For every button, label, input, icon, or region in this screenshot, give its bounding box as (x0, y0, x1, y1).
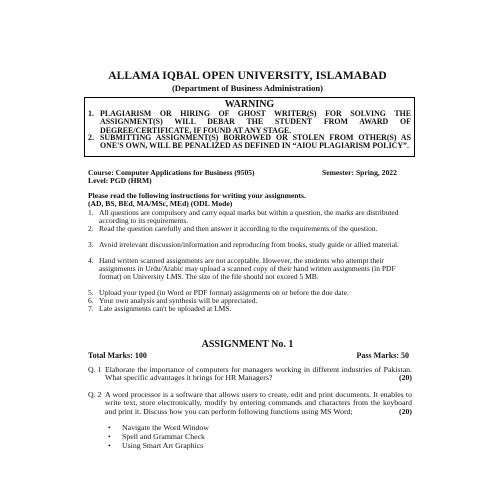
warning-item (88, 134, 411, 151)
bullet-item (108, 442, 203, 450)
instruction-text: Your own analysis and synthesis will be appreciated. (99, 296, 258, 305)
instruction-item (88, 209, 416, 225)
instruction-text: Upload your typed (in Word or PDF format) assignments on or before the due date. (99, 288, 349, 297)
bullet-text: Using Smart Art Graphics (122, 441, 204, 450)
pass-marks: Pass Marks: 50 (356, 351, 409, 360)
instruction-number: 3. (88, 240, 94, 249)
warning-item-number: 1. (88, 109, 94, 118)
bullet-icon: • (108, 432, 111, 441)
question-text-block (105, 366, 412, 383)
warning-item (88, 110, 411, 135)
instruction-item (88, 241, 416, 249)
bullet-icon: • (108, 423, 111, 432)
level-line: Level: PGD (HRM) (88, 176, 152, 185)
question-number: Q. 2 (88, 390, 102, 399)
instruction-number: 7. (88, 304, 94, 313)
instruction-text: Avoid irrelevant discussion/information and reproducing from books, study guide or allied material. (99, 240, 399, 249)
bullet-text: Spell and Grammar Check (122, 432, 205, 441)
course-line: Course: Computer Applications for Business (9505) (88, 168, 255, 177)
warning-item-number: 2. (88, 133, 94, 142)
question-marks: (20) (399, 406, 412, 416)
instruction-item (88, 225, 416, 233)
department-name: (Department of Business Administration) (171, 83, 324, 93)
question-number: Q. 1 (88, 365, 102, 374)
question-2 (88, 391, 412, 416)
instruction-item (88, 305, 416, 313)
warning-box (84, 97, 415, 157)
question-marks: (20) (399, 373, 412, 383)
question-1 (88, 366, 412, 383)
question-text: Elaborate the importance of computers for managers working in different industries of Pakistan. What specific advantages it brings for HR Managers? (105, 365, 412, 383)
semester-line: Semester: Spring, 2022 (322, 168, 397, 177)
warning-title: WARNING (224, 99, 275, 110)
instruction-number: 4. (88, 256, 94, 265)
instructions-subheading: (AD, BS, BEd, MA/MSc, MEd) (ODL Mode) (88, 199, 233, 208)
instruction-item (88, 257, 416, 281)
instruction-text: Late assignments can't be uploaded at LMS. (99, 304, 232, 313)
assignment-title: ASSIGNMENT No. 1 (201, 339, 294, 350)
instruction-number: 2. (88, 224, 94, 233)
warning-item-text: SUBMITTING ASSIGNMENT(S) BORROWED OR STOLEN FROM OTHER(S) AS ONE'S OWN, WILL BE PENALIZED AS DEFINED IN “AIOU PLAGIARISM POLICY”. (100, 133, 411, 151)
instruction-text: Hand written scanned assignments are not acceptable. However, the students who attempt their assignments in Urdu/Arabic may upload a scanned copy of their hand written assignments (in PDF format) on University LMS. The size of the file should not exceed 5 MB. (99, 256, 396, 281)
instruction-number: 5. (88, 288, 94, 297)
instructions-heading: Please read the following instructions for writing your assignments. (88, 191, 306, 200)
university-name: ALLAMA IQBAL OPEN UNIVERSITY, ISLAMABAD (108, 70, 387, 82)
question-text-block (105, 391, 412, 416)
instruction-number: 6. (88, 296, 94, 305)
instruction-number: 1. (88, 208, 94, 217)
instruction-text: All questions are compulsory and carry equal marks but within a question, the marks are distributed according to its requirements. (99, 208, 399, 225)
warning-item-text: PLAGIARISM OR HIRING OF GHOST WRITER(S) FOR SOLVING THE ASSIGNMENT(S) WILL DEBAR THE STUDENT FROM AWARD OF DEGREE/CERTIFICATE, IF FOUND AT ANY STAGE. (100, 109, 411, 135)
bullet-icon: • (108, 441, 111, 450)
total-marks: Total Marks: 100 (88, 351, 147, 360)
bullet-text: Navigate the Word Window (122, 423, 209, 432)
instruction-text: Read the question carefully and then answer it according to the requirements of the question. (99, 224, 378, 233)
question-text: A word processor is a software that allows users to create, edit and print documents. It enables to write text, store electronically, modify by entering commands and characters from the keyboard and print it. Discuss how you can perform following functions using MS Word; (105, 390, 412, 416)
